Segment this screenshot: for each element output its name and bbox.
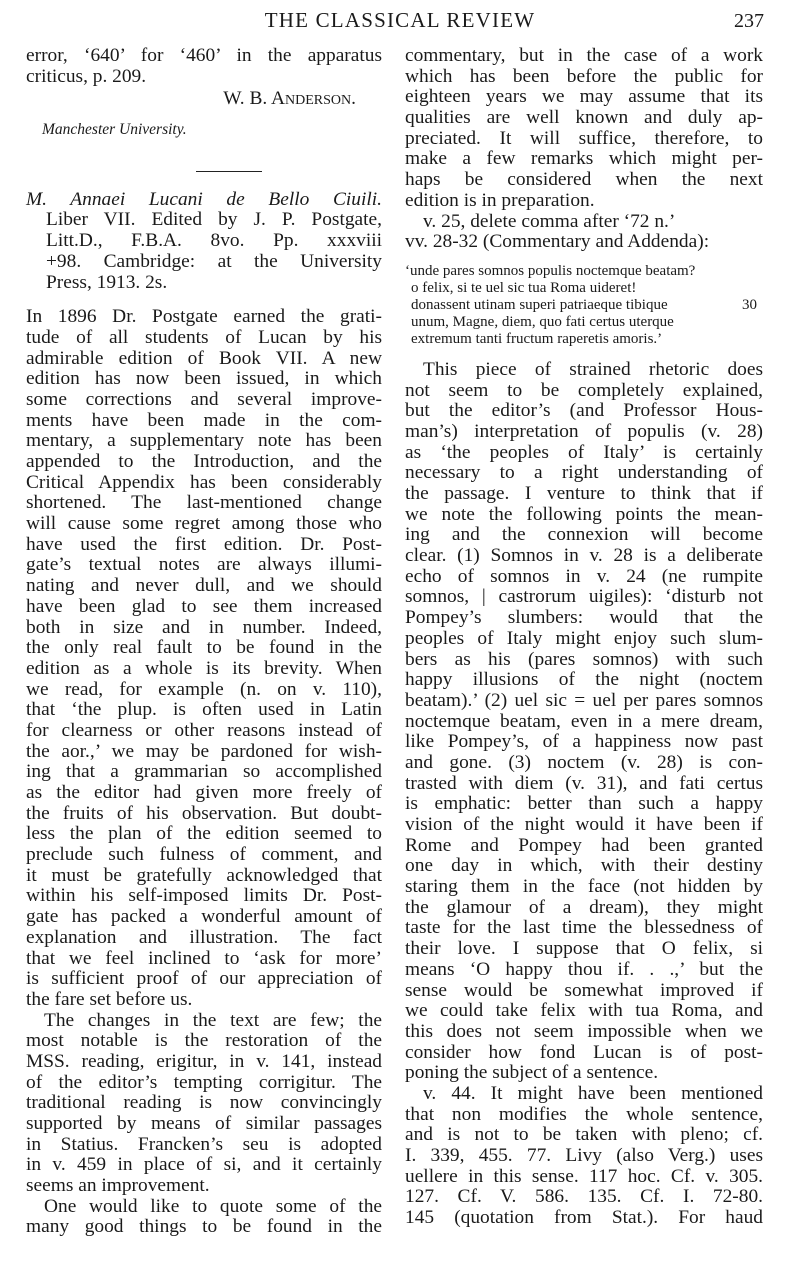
text-line: the fruits of his observation. But doubt- xyxy=(26,802,382,824)
review-paragraph-commentary xyxy=(405,360,763,1084)
text-line: the only real fault to be found in the xyxy=(26,637,382,659)
text-line: the fare set before us. xyxy=(26,988,193,1010)
text-line: many good things to be found in the xyxy=(26,1216,382,1238)
text-line: explanation and illustration. The fact xyxy=(26,926,382,948)
review-paragraph-notes xyxy=(405,1084,763,1229)
quote-line xyxy=(405,297,763,314)
left-column xyxy=(26,46,382,1238)
text-line: 145 (quotation from Stat.). For haud xyxy=(405,1207,763,1229)
text-line: tude of all students of Lucan by his xyxy=(26,326,382,348)
text-line: traditional reading is now convincingly xyxy=(26,1092,382,1114)
text-line: is emphatic: better than such a happy xyxy=(405,793,763,815)
text-line: man’s) interpretation of populis (v. 28) xyxy=(405,420,763,442)
text-line: One would like to quote some of the xyxy=(44,1195,382,1217)
running-header xyxy=(0,8,800,40)
text-line: within his self-imposed limits Dr. Post- xyxy=(26,885,382,907)
text-line: seems an improvement. xyxy=(26,1175,210,1197)
text-line: preciated. It will suffice, therefore, to xyxy=(405,127,763,149)
text-line: and is not to be taken with pleno; cf. xyxy=(405,1124,763,1146)
text-line: both in size and in number. Indeed, xyxy=(26,616,382,638)
text-line: gate’s textual notes are always illumi- xyxy=(26,554,382,576)
text-line: mentary, a supplementary note has been xyxy=(26,430,382,452)
text-line: one day in which, with their destiny xyxy=(405,855,763,877)
author-affiliation: Manchester University. xyxy=(42,121,187,139)
text-line: edition has now been issued, in which xyxy=(26,368,382,390)
text-line: the glamour of a dream), they might xyxy=(405,896,763,918)
text-line: in v. 459 in place of si, and it certainly xyxy=(26,1154,382,1176)
text-line: 127. Cf. V. 586. 135. Cf. I. 72-80. xyxy=(405,1186,763,1208)
text-line: consider how fond Lucan is of post- xyxy=(405,1041,763,1063)
text-line: poning the subject of a sentence. xyxy=(405,1062,659,1084)
text-line: bers as his (pares somnos) with such xyxy=(405,648,763,670)
text-line: staring them in the face (not hidden by xyxy=(405,876,763,898)
text-line: that we feel inclined to ‘ask for more’ xyxy=(26,947,382,969)
text-line: not seem to be completely explained, xyxy=(405,379,763,401)
text-line: is sufficient proof of our appreciation of xyxy=(26,968,382,990)
review-paragraph-2 xyxy=(26,1011,382,1197)
text-line: it must be gratefully acknowledged that xyxy=(26,864,382,886)
text-line: nating and never dull, and we should xyxy=(26,575,382,597)
text-line: necessary to a right understanding of xyxy=(405,462,763,484)
author-signature: W. B. Anderson. xyxy=(223,88,356,110)
text-line: sense would be somewhat improved if xyxy=(405,979,763,1001)
verse-line-number: 30 xyxy=(742,296,757,313)
text-line: This piece of strained rhetoric does xyxy=(423,358,763,380)
text-line: In 1896 Dr. Postgate earned the grati- xyxy=(26,306,382,328)
text-line: gate has packed a wonderful amount of xyxy=(26,906,382,928)
text-line: have used the first edition. Dr. Post- xyxy=(26,533,382,555)
text-line: most notable is the restoration of the xyxy=(26,1030,382,1052)
page-number: 237 xyxy=(734,10,764,32)
review-paragraph-3 xyxy=(26,1197,382,1238)
review-paragraph-1 xyxy=(26,307,382,1010)
text-line: appended to the Introduction, and the xyxy=(26,451,382,473)
section-divider xyxy=(196,171,262,172)
text-line: edition is in preparation. xyxy=(405,189,595,211)
text-line: trasted with diem (v. 31), and fati certus xyxy=(405,772,763,794)
text-line: in Statius. Francken’s seu is adopted xyxy=(26,1133,382,1155)
text-line: less the plan of the edition seemed to xyxy=(26,823,382,845)
citation-line: Liber VII. Edited by J. P. Postgate, xyxy=(46,209,382,231)
text-line: edition as a whole is its brevity. When xyxy=(26,657,382,679)
text-line: haps be considered when the next xyxy=(405,169,763,191)
citation-line: Press, 1913. 2s. xyxy=(46,271,168,293)
text-line: like Pompey’s, of a happiness now past xyxy=(405,731,763,753)
note-v25: v. 25, delete comma after ‘72 n.’ xyxy=(423,210,676,232)
text-line: supported by means of similar passages xyxy=(26,1113,382,1135)
latin-quotation xyxy=(405,263,763,348)
text-line: will cause some regret among those who xyxy=(26,513,382,535)
text-line: v. 44. It might have been mentioned xyxy=(423,1082,763,1104)
quote-text: donassent utinam superi patriaeque tibique xyxy=(411,296,668,313)
text-line: error, ‘640’ for ‘460’ in the apparatus xyxy=(26,45,382,66)
text-line: commentary, but in the case of a work xyxy=(405,45,763,66)
text-line: eighteen years we may assume that its xyxy=(405,86,763,108)
quote-line: o felix, si te uel sic tua Roma uideret! xyxy=(411,279,637,296)
review-paragraph-continued xyxy=(405,46,763,212)
text-line: Critical Appendix has been considerably xyxy=(26,471,382,493)
text-line: which has been before the public for xyxy=(405,65,763,87)
text-line: means ‘O happy thou if. . .,’ but the xyxy=(405,958,763,980)
note-v28-32: vv. 28-32 (Commentary and Addenda): xyxy=(405,231,710,253)
text-line: criticus, p. 209. xyxy=(26,65,147,87)
citation-line: +98. Cambridge: at the University xyxy=(46,250,382,272)
text-line: The changes in the text are few; the xyxy=(44,1009,382,1031)
text-line: the passage. I venture to think that if xyxy=(405,483,763,504)
text-line: their love. I suppose that O felix, si xyxy=(405,938,763,960)
text-line: as ‘the peoples of Italy’ is certainly xyxy=(405,441,763,463)
text-line: uellere in this sense. 117 hoc. Cf. v. 305. xyxy=(405,1165,763,1187)
text-line: we note the following points the mean- xyxy=(405,503,763,525)
text-line: happy illusions of the night (noctem xyxy=(405,669,763,691)
text-line: some corrections and several improve- xyxy=(26,388,382,410)
text-line: as the editor had given more freely of xyxy=(26,782,382,804)
citation-line: Litt.D., F.B.A. 8vo. Pp. xxxviii xyxy=(46,230,382,252)
text-line: Pompey’s slumbers: would that the xyxy=(405,607,763,629)
text-line: echo of somnos in v. 24 (ne rumpite xyxy=(405,565,763,587)
text-line: vision of the night would it have been if xyxy=(405,814,763,835)
right-column xyxy=(405,46,763,1229)
text-line: that ‘the plup. is often used in Latin xyxy=(26,699,382,721)
text-line: ing and the connexion will become xyxy=(405,524,763,546)
text-line: qualities are well known and duly ap- xyxy=(405,107,763,129)
text-line: I. 339, 455. 77. Livy (also Verg.) uses xyxy=(405,1145,763,1166)
text-line: beatam).’ (2) uel sic = uel per pares somnos xyxy=(405,689,763,711)
text-line: and gone. (3) noctem (v. 28) is con- xyxy=(405,751,763,773)
text-line: noctemque beatam, even in a mere dream, xyxy=(405,710,763,732)
text-line: peoples of Italy might enjoy such slum- xyxy=(405,627,763,649)
book-citation xyxy=(26,190,382,293)
text-line: that non modifies the whole sentence, xyxy=(405,1103,763,1125)
text-line: Rome and Pompey had been granted xyxy=(405,834,763,856)
text-line: we read, for example (n. on v. 110), xyxy=(26,678,382,700)
text-line: have been glad to see them increased xyxy=(26,595,382,617)
text-line: taste for the last time the blessedness of xyxy=(405,917,763,939)
text-line: shortened. The last-mentioned change xyxy=(26,492,382,514)
text-line: clear. (1) Somnos in v. 28 is a deliberate xyxy=(405,545,763,567)
text-line: we could take felix with tua Roma, and xyxy=(405,1000,763,1022)
text-line: MSS. reading, erigitur, in v. 141, instead xyxy=(26,1050,382,1072)
quote-line: unum, Magne, diem, quo fati certus uterque xyxy=(411,313,674,330)
text-line: but the editor’s (and Professor Hous- xyxy=(405,400,763,422)
book-title: M. Annaei Lucani de Bello Ciuili. xyxy=(26,188,382,210)
text-line: admirable edition of Book VII. A new xyxy=(26,347,382,369)
text-line: the aor.,’ we may be pardoned for wish- xyxy=(26,740,382,762)
text-line: ing that a grammarian so accomplished xyxy=(26,761,382,783)
quote-line: ‘unde pares somnos populis noctemque beatam? xyxy=(405,262,696,279)
text-line: somnos, | castrorum uigiles): ‘disturb not xyxy=(405,586,763,608)
text-line: this does not seem impossible when we xyxy=(405,1020,763,1042)
text-line: for clearness or other reasons instead of xyxy=(26,719,382,741)
text-line: ments have been made in the com- xyxy=(26,409,382,431)
text-line: of the editor’s tempting corrigitur. The xyxy=(26,1071,382,1093)
quote-line: extremum tanti fructum raperetis amoris.’ xyxy=(411,330,663,347)
text-line: preclude such fulness of comment, and xyxy=(26,844,382,866)
previous-article-ending xyxy=(26,46,382,87)
text-line: make a few remarks which might per- xyxy=(405,148,763,170)
journal-title: THE CLASSICAL REVIEW xyxy=(264,8,536,32)
